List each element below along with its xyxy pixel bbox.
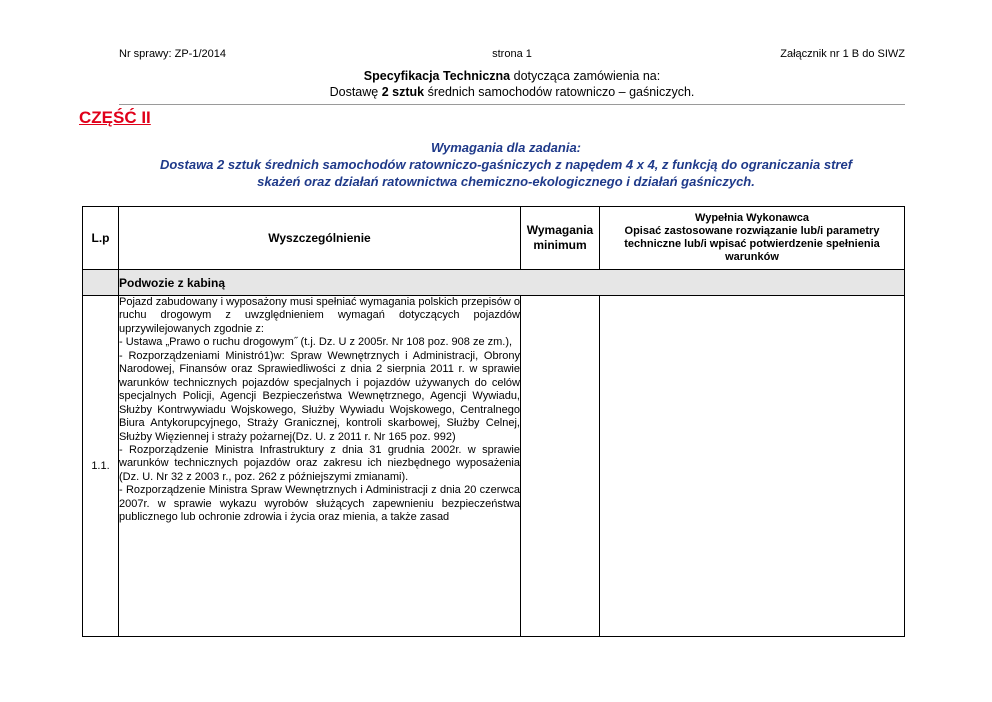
page-header [119, 47, 905, 61]
row-paragraph: Pojazd zabudowany i wyposażony musi spełniać wymagania polskich przepisów o ruchu drogowym z uwzględnieniem wymagań dotyczących pojazdów uprzywilejowanych zgodnie z: [119, 296, 520, 335]
row-number: 1.1. [83, 296, 119, 637]
row-paragraph: - Ustawa „Prawo o ruchu drogowym˝ (t.j. Dz. U z 2005r. Nr 108 poz. 908 ze zm.), [119, 336, 513, 349]
attachment-label: Załącznik nr 1 B do SIWZ [780, 48, 905, 60]
case-number: Nr sprawy: ZP-1/2014 [119, 48, 226, 60]
header-minimum [521, 207, 600, 270]
header-description: Wyszczególnienie [119, 207, 521, 270]
task-heading-line1: Wymagania dla zadania: [430, 140, 582, 155]
spec-title-bold: Specyfikacja Techniczna [363, 69, 511, 83]
header-contractor [600, 207, 905, 270]
header-contractor-line2: Opisać zastosowane rozwiązanie lub/i parametry techniczne lub/i wpisać potwierdzenie spełnienia warunków [624, 225, 880, 263]
title-divider [119, 104, 905, 105]
header-lp: L.p [83, 207, 119, 270]
header-minimum-line2: minimum [533, 238, 587, 252]
row-contractor-cell[interactable] [600, 296, 905, 637]
task-heading [79, 139, 933, 190]
row-paragraph: - Rozporządzenie Ministra Spraw Wewnętrznych i Administracji z dnia 20 czerwca 2007r. w sprawie wykazu wyrobów służących zapewnieniu bezpieczeństwa publicznego lub ochronie zdrowia i życia oraz mienia, a także zasad [119, 484, 520, 524]
row-paragraph: - Rozporządzenie Ministra Infrastruktury z dnia 31 grudnia 2002r. w sprawie warunków technicznych pojazdów oraz zakresu ich niezbędnego wyposażenia (Dz. U. Nr 32 z 2003 r., poz. 262 z późniejszymi zmianami). [119, 443, 520, 483]
page-number: strona 1 [492, 48, 532, 60]
table-row [83, 296, 905, 637]
row-paragraph: - Rozporządzeniami Ministró1)w: Spraw Wewnętrznych i Administracji, Obrony Narodowej, Finansów oraz Sprawiedliwości z dnia 2 sierpnia 2011 r. w sprawie warunków technicznych pojazdów specjalnych i pojazdów używanych do celów specjalnych Policji, Agencji Bezpieczeństwa Wewnętrznego, Agencji Wywiadu, Służby Kontrwywiadu Wojskowego, Służby Wywiadu Wojskowego, Centralnego Biura Antykorupcyjnego, Straży Granicznej, kontroli skarbowej, Służby Celnej, Służby Więziennej i straży pożarnej(Dz. U. z 2011 r. Nr 165 poz. 992) [119, 349, 520, 443]
spec-title-post: średnich samochodów ratowniczo – gaśniczych. [424, 85, 695, 99]
table-header-row [83, 207, 905, 270]
row-minimum-cell[interactable] [521, 296, 600, 637]
spec-title-rest: dotycząca zamówienia na: [510, 69, 661, 83]
header-minimum-line1: Wymagania [526, 223, 594, 237]
spec-title-line1 [119, 68, 905, 84]
section-lp-cell [83, 270, 119, 296]
row-description [119, 296, 521, 637]
spec-table [82, 206, 905, 637]
section-label: Podwozie z kabiną [119, 270, 905, 296]
part-heading: CZĘŚĆ II [79, 108, 151, 127]
spec-title-line2 [119, 84, 905, 100]
header-contractor-line1: Wypełnia Wykonawca [695, 212, 809, 224]
task-heading-line2: Dostawa 2 sztuk średnich samochodów ratowniczo-gaśniczych z napędem 4 x 4, z funkcją do ograniczania stref [159, 157, 853, 172]
spec-title-pre: Dostawę [329, 85, 382, 99]
section-row [83, 270, 905, 296]
spec-title [119, 68, 905, 100]
spec-title-quantity: 2 sztuk [381, 85, 425, 99]
task-heading-line3: skażeń oraz działań ratownictwa chemiczno-ekologicznego i działań gaśniczych. [257, 174, 755, 189]
